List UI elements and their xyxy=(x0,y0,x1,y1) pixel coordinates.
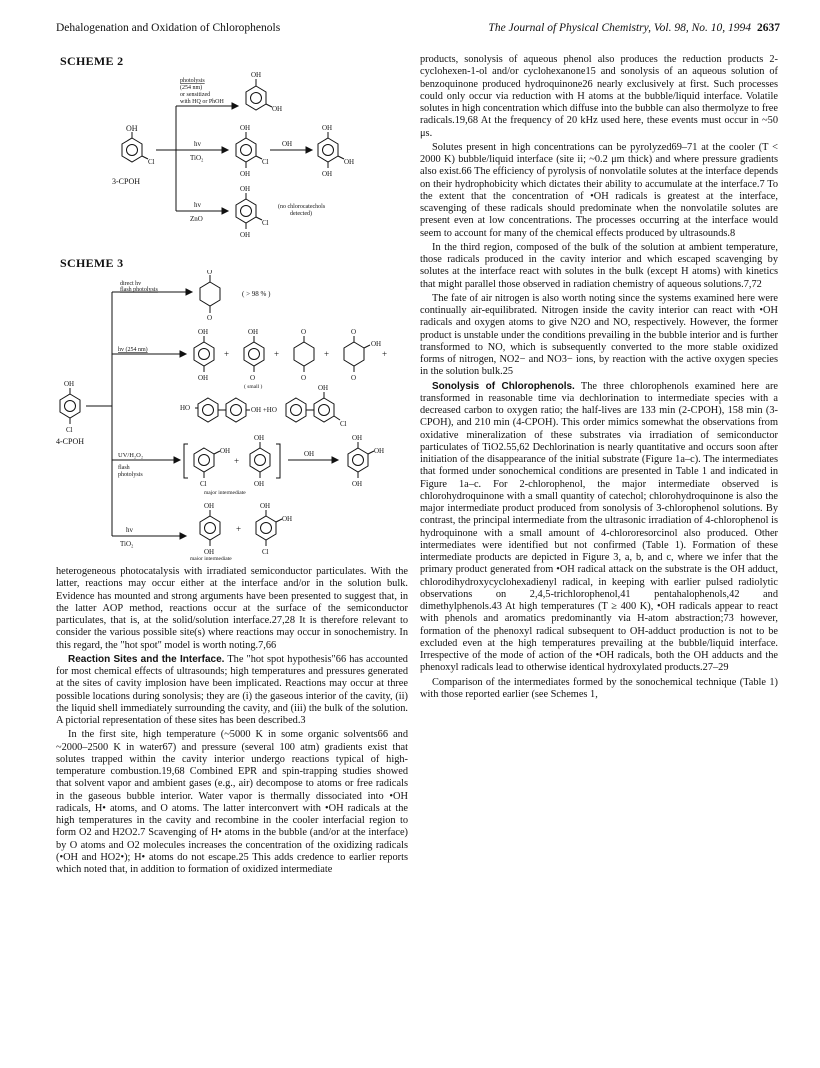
right-column xyxy=(420,54,778,703)
atom-label-oh: OH xyxy=(198,374,209,382)
atom-label-o: O xyxy=(301,328,307,336)
paragraph xyxy=(56,654,408,728)
major-intermediate-label: major intermediate xyxy=(190,556,232,560)
atom-label-oh: OH xyxy=(240,231,251,239)
route1-label-line1: photolysis xyxy=(180,78,205,84)
paragraph: In the first site, high temperature (~5000 K in some organic solvents66 and ~2000–2500 K in water67) and pressure (several 100 atm) gradients exist that solutes trapped within the cavity interior undergo reactions typical of high-temperature combustion.19,68 Combined EPR and spin-trapping studies showed that solvent vapor and ambient gases (e.g., air) decompose to atoms or free radicals in the gaseous bubble interior. Water vapor is thermally dissociated into •OH radicals, H• atoms, and O atoms. The latter interconvert with •OH radicals at the high temperatures in the cavity and recombine in the cooler interfacial region to form O2 and H2O2.7 Scavenging of H• atoms in the bubble (and/or at the interface) by O atoms and O2 molecules increases the concentration of the oxidizing radicals (•OH and HO2•); H• atoms do not escape.25 This adds credence to earlier reports which noted that, in addition to formation of oxidized intermediate xyxy=(56,729,408,875)
route2-label: hv (254 nm) xyxy=(118,347,148,353)
route3-label-line3: photolysis xyxy=(118,472,143,478)
paragraph: Comparison of the intermediates formed by the sonochemical technique (Table 1) with those reported earlier (see Schemes 1, xyxy=(420,676,778,700)
paragraph: heterogeneous photocatalysis with irradiated semiconductor particulates. With the latter, reactions may occur either at the interface and/or in the solution bulk. Evidence has mounted and strong arguments have been presented to suggest that, in the latter AOP method, reactions occur at the surface of the semiconductor particulates, that is, at the solid/solution interface.27,28 It is therefore relevant to consider the various possible site(s) where reactions may occur in sonochemistry. In this regard, the "hot spot" model is worth noting.7,66 xyxy=(56,566,408,651)
dimer-oh-label: OH +HO xyxy=(251,406,277,414)
atom-label-oh: OH xyxy=(204,502,215,510)
plus-sign: + xyxy=(324,349,330,359)
atom-label-cl: Cl xyxy=(148,158,155,166)
atom-label-oh: OH xyxy=(304,450,315,458)
plus-sign: + xyxy=(236,524,242,534)
route3-label-line1: UV/H₂O₂ xyxy=(118,452,144,459)
paragraph: Solutes present in high concentrations can be pyrolyzed69–71 at the cooler (T < 2000 K) bubble/liquid interface (site ii; ~0.2 μm thick) and where pressure gradients also exist.66 The efficiency of pyrolysis of nonvolatile solutes at the interface depends on their hydrophobicity which dictates their ability to accumulate at the interface.7 To the extent that the concentration of •OH radicals is greatest at the interface, scavenging of these radicals should predominate when the nonvolatile solutes are present even at low concentrations. The processes occurring at the interface would seem to account for many of the chemical effects produced by ultrasounds.8 xyxy=(420,141,778,239)
atom-label-o: O xyxy=(351,328,357,336)
page-number: 2637 xyxy=(757,22,780,34)
compound-label-3cpoh: 3-CPOH xyxy=(112,177,141,186)
paragraph: products, sonolysis of aqueous phenol also produces the reduction products 2-cyclohexen-1-ol and/or cyclohexanone15 and sonolysis of an aqueous solution of benzoquinone produced hydroquinone26 nearly exclusively at first. Such processes could only occur via reduction with H atoms at the bubble/liquid interface. Volatile solutes in high concentration which diffuse into the bubble can also thermolyze to free radicals.19,68 At the frequency of 20 kHz used here, these events must occur in ~50 μs. xyxy=(420,54,778,139)
plus-sign: + xyxy=(224,349,230,359)
atom-label-oh: OH xyxy=(220,447,231,455)
atom-label-o: O xyxy=(301,374,307,382)
note-line2: detected) xyxy=(290,211,312,217)
atom-label-oh: OH xyxy=(198,328,209,336)
section-heading: Reaction Sites and the Interface. xyxy=(68,653,225,665)
scheme-2-title: SCHEME 2 xyxy=(60,54,124,68)
atom-label-oh: OH xyxy=(282,515,293,523)
paragraph: The fate of air nitrogen is also worth noting since the systems examined here were continually air-equilibrated. Nitrogen inside the cavity interior can react with •OH radicals and oxygen atoms to give N2O and NO, respectively. However, the former product is unstable under the conditions prevailing in the bubble interior and is further transformed to NO, which is subsequently converted to the more stable oxidized forms of nitrogen, NO2− and NO3− ions, by reaction with the active oxygen species in the solution bulk.25 xyxy=(420,292,778,378)
compound-label-4cpoh: 4-CPOH xyxy=(56,437,85,446)
plus-sign: + xyxy=(274,349,280,359)
major-intermediate-label: major intermediate xyxy=(204,490,246,496)
atom-label-oh: OH xyxy=(240,185,251,193)
route2-label-hv: hv xyxy=(194,140,201,148)
atom-label-cl: Cl xyxy=(262,158,269,166)
scheme2-reactant-ring xyxy=(122,132,148,162)
running-head-journal xyxy=(488,22,780,34)
atom-label-o: O xyxy=(351,374,357,382)
atom-label-oh: OH xyxy=(254,434,265,442)
scheme-3-figure xyxy=(56,270,416,560)
atom-label-oh: OH xyxy=(371,340,382,348)
yield-label: ( > 98 % ) xyxy=(242,290,271,298)
route4-label-catalyst: TiO₂ xyxy=(120,540,134,548)
route2-label-catalyst: TiO₂ xyxy=(190,154,204,162)
left-column xyxy=(56,566,408,878)
atom-label-o: O xyxy=(207,314,213,322)
atom-label-oh: OH xyxy=(374,447,385,455)
scheme-2-figure xyxy=(56,66,416,256)
atom-label-oh: OH xyxy=(352,480,363,488)
dimer-ho-label: HO xyxy=(180,404,191,412)
atom-label-oh: OH xyxy=(248,328,259,336)
route3-label-line2: flash xyxy=(118,465,130,471)
atom-label-oh: OH xyxy=(282,140,293,148)
atom-label-oh: OH xyxy=(254,480,265,488)
running-head-title: Dehalogenation and Oxidation of Chlorophenols xyxy=(56,22,281,34)
atom-label-oh: OH xyxy=(318,384,329,392)
route1-label-line3: or sensitized xyxy=(180,92,211,98)
route3-label-catalyst: ZnO xyxy=(190,215,203,223)
plus-sign: + xyxy=(234,456,240,466)
atom-label-oh: OH xyxy=(251,71,262,79)
atom-label-o: O xyxy=(250,374,256,382)
note-line1: (no chlorocatechols xyxy=(278,204,326,210)
atom-label-oh: OH xyxy=(344,158,355,166)
atom-label-oh: OH xyxy=(126,124,138,133)
atom-label-oh: OH xyxy=(240,124,251,132)
atom-label-oh: OH xyxy=(64,380,75,388)
atom-label-oh: OH xyxy=(260,502,271,510)
atom-label-cl: Cl xyxy=(340,420,347,428)
route3-label-hv: hv xyxy=(194,201,201,209)
atom-label-oh: OH xyxy=(352,434,363,442)
atom-label-cl: Cl xyxy=(66,426,73,434)
route1-label-line2: flash photolysis xyxy=(120,287,158,293)
route1-label-line1: direct hv xyxy=(120,281,142,287)
small-label: ( small ) xyxy=(244,384,263,390)
atom-label-o: O xyxy=(207,270,213,276)
atom-label-cl: Cl xyxy=(262,219,269,227)
route1-label-line4: with HQ or PhOH xyxy=(180,99,224,105)
paragraph: In the third region, composed of the bulk of the solution at ambient temperature, those radicals produced in the cavity interior and which escaped scavenging by solutes at the interface react with solutes in the bulk (except H atoms) with kinetics that might parallel those observed in radiation chemistry of aqueous solutions.7,72 xyxy=(420,241,778,290)
atom-label-cl: Cl xyxy=(262,548,269,556)
atom-label-oh: OH xyxy=(322,124,333,132)
route4-label-hv: hv xyxy=(126,526,133,534)
atom-label-oh: OH xyxy=(272,105,283,113)
journal-citation: The Journal of Physical Chemistry, Vol. 98, No. 10, 1994 xyxy=(488,22,751,34)
paragraph-body: The "hot spot hypothesis"66 has accounted for most chemical effects of ultrasounds; high temperatures and pressures generated at the sites of cavity implosion have been implicated. Reactions may occur at three possible locations during sonolysis; they are (i) the gaseous interior of the cavity, (ii) the liquid shell immediately surrounding the cavity, and (iii) the bulk of the solution. A pictorial representation of these sites has been described.3 xyxy=(56,653,408,726)
route1-label-line2: (254 nm) xyxy=(180,85,203,91)
atom-label-oh: OH xyxy=(240,170,251,178)
atom-label-cl: Cl xyxy=(200,480,207,488)
paragraph-body: The three chlorophenols examined here are transformed in reasonable time via dechlorination to intermediate species with a decreased carbon to oxygen ratio; the half-lives are 133 min (2-CPOH), 158 min (3-CPOH), and 210 min (4-CPOH). This order mimics somewhat the observations from oxidative mineralization of these substrates via irradiation of semiconductor particulates of TiO2.55,62 Dechlorination is nearly quantitative and occurs soon after initiation of the disappearance of the initial substrate (Figure 1a–c). The intermediates that formed under sonochemical conditions are presented in Table 1 and indicated in Figure 1a–c. For 2-chlorophenol, the major intermediate observed is chlorohydroquinone with a small quantity of catechol; chlorohydroquinone is also the major intermediate product produced from sonolysis of 3-chlorophenol solutions. By contrast, the principal intermediate from the ultrasonic irradiation of 4-chlorophenol is hydroquinone with a small amount of 4-chlororesorcinol also produced. Other intermediates were identified but not confirmed (Table 1). Formation of these intermediate products are depicted in Figure 3, a, b, and c, where we infer that the primary product generated from •OH radical attack on the substrate is the OH adduct, chlorodihydroxycyclohexadienyl radical, in keeping with earlier pulsed radiolytic observations on 2,4,5-trichlorophenol,41 pentahalophenols,42 and dimethylphenols.43 At high temperatures (T ≥ 400 K), •OH radicals appear to react with phenols and aromatics predominantly via H-atom abstraction;73 however, formation of the phenoxyl radical subsequent to OH-adduct production is not to be excluded even at the high temperatures prevailing at the bubble/liquid interface. Irrespective of the mode of action of the •OH radicals, both the OH adducts and the phenoxyl radicals lead to otherwise identical hydroxylated products.27–29 xyxy=(420,380,778,674)
paragraph xyxy=(420,381,778,675)
section-heading: Sonolysis of Chlorophenols. xyxy=(432,380,575,392)
plus-sign: + xyxy=(382,349,388,359)
atom-label-oh: OH xyxy=(322,170,333,178)
atom-label-oh: OH xyxy=(204,548,215,556)
scheme-3-title: SCHEME 3 xyxy=(60,256,124,270)
